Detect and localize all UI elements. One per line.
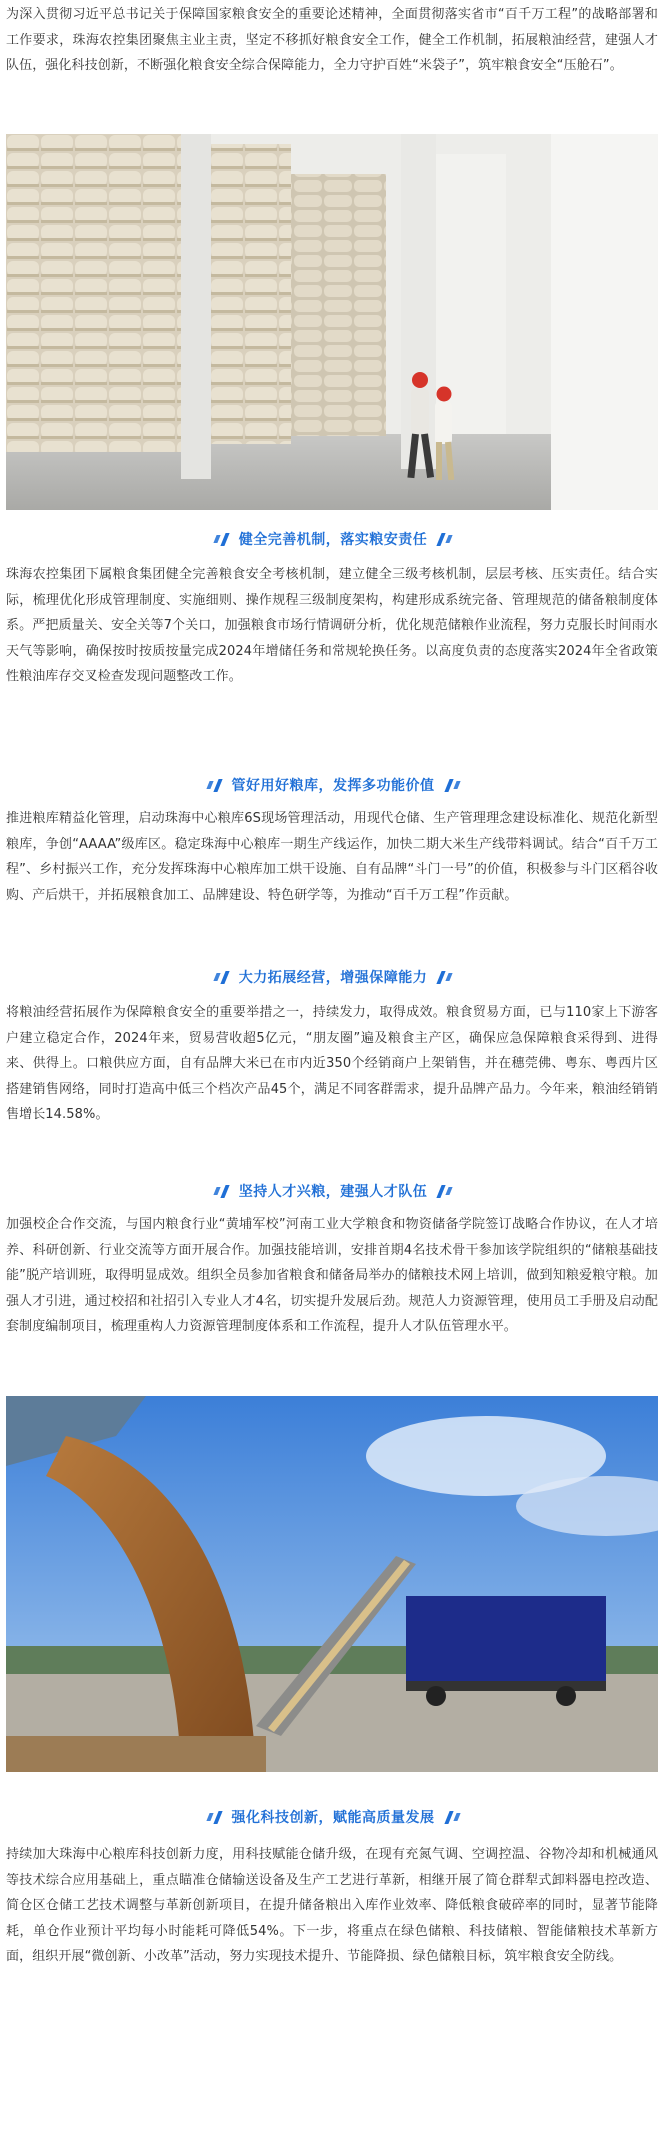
slash-decoration-icon: [213, 535, 220, 543]
section-body-3: 将粮油经营拓展作为保障粮食安全的重要举措之一，持续发力，取得成效。粮食贸易方面，已与110家上下游客户建立稳定合作，2024年来，贸易营收超5亿元，“朋友圈”遍及粮食主产区，确保应急保障粮食采得到、进得来、供得上。口粮供应方面，自有品牌大米已在市内近350个经销商户上架销售，并在穗莞佛、粤东、粤西片区搭建销售网络，同时打造高中低三个档次产品45个，满足不同客群需求，提升品牌产品力。今年来，粮油经销销售增长14.58%。: [6, 1005, 658, 1123]
slash-decoration-icon: [213, 1187, 220, 1195]
slash-decoration-icon: [446, 973, 453, 981]
section-heading-2: 管好用好粮库，发挥多功能价值: [0, 770, 666, 800]
slash-decoration-icon: [220, 1185, 229, 1198]
slash-decoration-icon: [444, 1811, 453, 1824]
slash-decoration-icon: [437, 533, 446, 546]
slash-decoration-icon: [213, 973, 220, 981]
section-body-5: 持续加大珠海中心粮库科技创新力度，用科技赋能仓储升级，在现有充氮气调、空调控温、谷物冷却和机械通风等技术综合应用基础上，重点瞄准仓储输送设备及生产工艺进行革新，相继开展了简仓群犁式卸料器电控改造、简仓区仓储工艺技术调整与革新创新项目，在提升储备粮出入库作业效率、降低粮食破碎率的同时，显著节能降耗，单仓作业预计平均每小时能耗可降低54%。下一步，将重点在绿色储粮、科技储粮、智能储粮技术革新方面，组织开展“微创新、小改革”活动，努力实现技术提升、节能降损、绿色储粮目标，筑牢粮食安全防线。: [6, 1847, 658, 1965]
slash-decoration-icon: [446, 1187, 453, 1195]
slash-decoration-icon: [444, 779, 453, 792]
slash-decoration-icon: [446, 535, 453, 543]
slash-decoration-icon: [220, 971, 229, 984]
section-heading-1: 健全完善机制，落实粮安责任: [0, 524, 666, 554]
section-body-2: 推进粮库精益化管理，启动珠海中心粮库6S现场管理活动，用现代仓储、生产管理理念建设标准化、规范化新型粮库，争创“AAAA”级库区。稳定珠海中心粮库一期生产线运作，加快二期大米生产线带料调试。结合“百千万工程”、乡村振兴工作，充分发挥珠海中心粮库加工烘干设施、自有品牌“斗门一号”的价值，积极参与斗门区稻谷收购、产后烘干，并拓展粮食加工、品牌建设、特色研学等，为推动“百千万工程”作贡献。: [6, 811, 658, 903]
conveyor-photo: [6, 1396, 658, 1772]
slash-decoration-icon: [437, 1185, 446, 1198]
section-heading-3: 大力拓展经营，增强保障能力: [0, 962, 666, 992]
slash-decoration-icon: [206, 1813, 213, 1821]
slash-decoration-icon: [453, 781, 460, 789]
section-body-1: 珠海农控集团下属粮食集团健全完善粮食安全考核机制，建立健全三级考核机制，层层考核、压实责任。结合实际，梳理优化形成管理制度、实施细则、操作规程三级制度架构，构建形成系统完备、管理规范的储备粮制度体系。严把质量关、安全关等7个关口，加强粮食市场行情调研分析，优化规范储粮作业流程，努力克服长时间雨水天气等影响，确保按时按质按量完成2024年增储任务和常规轮换任务。以高度负责的态度落实2024年全省政策性粮油库存交叉检查发现问题整改工作。: [6, 567, 658, 685]
section-heading-4: 坚持人才兴粮，建强人才队伍: [0, 1176, 666, 1206]
warehouse-photo: [6, 134, 658, 510]
slash-decoration-icon: [206, 781, 213, 789]
slash-decoration-icon: [220, 533, 229, 546]
slash-decoration-icon: [437, 971, 446, 984]
section-heading-5: 强化科技创新，赋能高质量发展: [0, 1802, 666, 1832]
slash-decoration-icon: [213, 1811, 222, 1824]
slash-decoration-icon: [213, 779, 222, 792]
section-body-4: 加强校企合作交流，与国内粮食行业“黄埔军校”河南工业大学粮食和物资储备学院签订战略合作协议，在人才培养、科研创新、行业交流等方面开展合作。加强技能培训，安排首期4名技术骨干参加该学院组织的“储粮基础技能”脱产培训班，取得明显成效。组织全员参加省粮食和储备局举办的储粮技术网上培训，做到知粮爱粮守粮。加强人才引进，通过校招和社招引入专业人才4名，切实提升发展后劲。规范人力资源管理，使用员工手册及启动配套制度编制项目，梳理重构人力资源管理制度体系和工作流程，提升人才队伍管理水平。: [6, 1217, 658, 1335]
intro-paragraph: 为深入贯彻习近平总书记关于保障国家粮食安全的重要论述精神，全面贯彻落实省市“百千万工程”的战略部署和工作要求，珠海农控集团聚焦主业主责，坚定不移抓好粮食安全工作，健全工作机制，拓展粮油经营，建强人才队伍，强化科技创新，不断强化粮食安全综合保障能力，全力守护百姓“米袋子”，筑牢粮食安全“压舱石”。: [6, 7, 658, 74]
slash-decoration-icon: [453, 1813, 460, 1821]
